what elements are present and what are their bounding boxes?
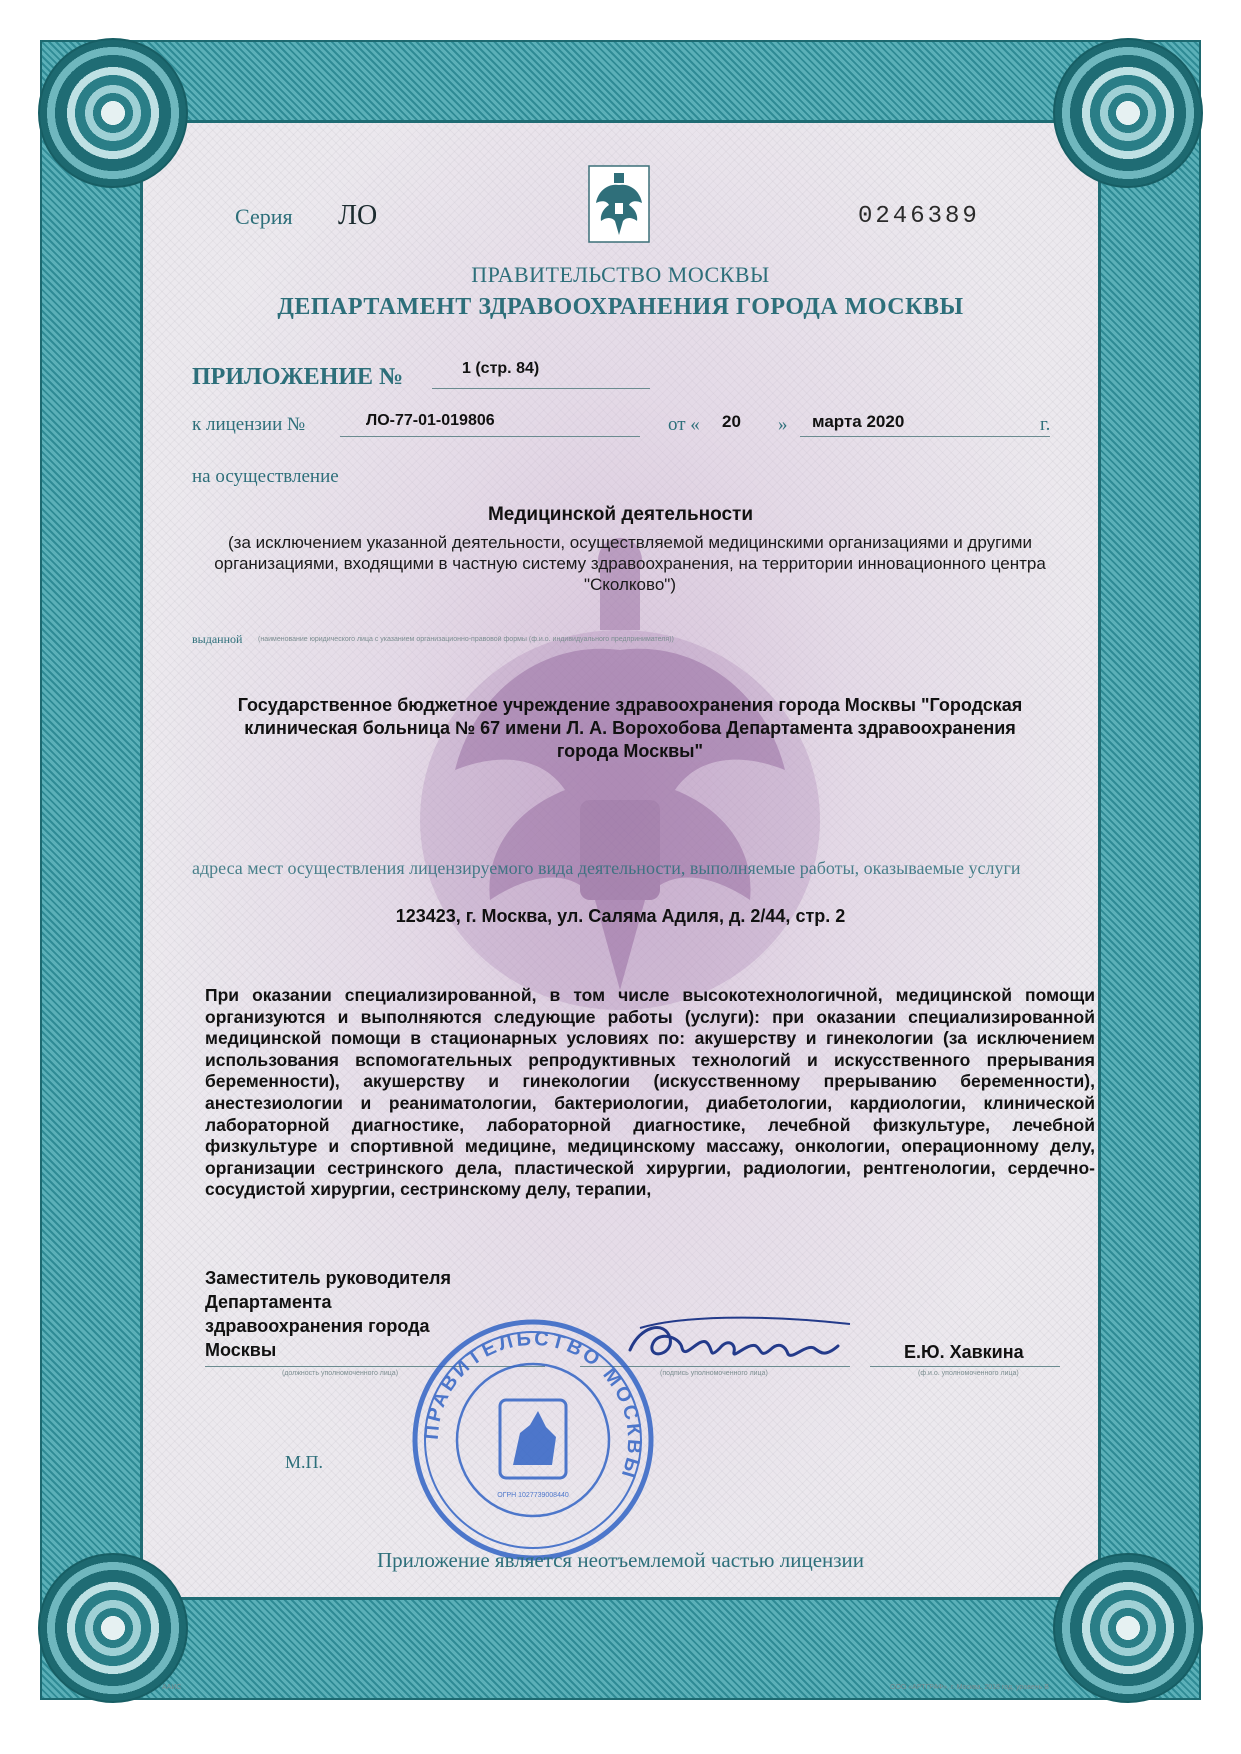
- printer-code-left: ААИС: [162, 1684, 182, 1691]
- corner-rosette-bottom-right: [1053, 1553, 1203, 1703]
- license-number-underline: [340, 436, 640, 437]
- corner-rosette-top-left: [38, 38, 188, 188]
- license-date-year-suffix: г.: [1040, 414, 1051, 435]
- signatory-position-line-3: здравоохранения города: [205, 1316, 430, 1336]
- position-hint: (должность уполномоченного лица): [282, 1370, 399, 1377]
- corner-rosette-bottom-left: [38, 1553, 188, 1703]
- footer-note: Приложение является неотъемлемой частью лицензии: [376, 1548, 865, 1572]
- seal-place-mark: М.П.: [285, 1452, 324, 1472]
- printer-imprint: ООО «АРТГРАФ», г. Москва, 2018 год, уровень В: [890, 1684, 1049, 1691]
- license-date-from: от «: [668, 414, 700, 435]
- license-form-number: 0246389: [858, 203, 980, 230]
- appendix-label: ПРИЛОЖЕНИЕ №: [192, 364, 404, 390]
- name-underline: [870, 1366, 1060, 1367]
- name-hint: (ф.и.о. уполномоченного лица): [918, 1370, 1019, 1377]
- coat-of-arms-icon: [588, 165, 650, 243]
- appendix-underline: [432, 388, 650, 389]
- license-label: к лицензии №: [192, 414, 306, 435]
- corner-rosette-top-right: [1053, 38, 1203, 188]
- official-stamp: [408, 1315, 658, 1565]
- activity-description: (за исключением указанной деятельности, осуществляемой медицинскими организациями и другими организациями, входящими в частную систему здравоохранения, на территории инновационного центра "Сколково"): [214, 533, 1046, 594]
- signatory-position-line-4: Москвы: [205, 1340, 277, 1360]
- organization-name: Государственное бюджетное учреждение здравоохранения города Москвы "Городская клиническая больница № 67 имени Л. А. Ворохобова Департамента здравоохранения города Москвы": [237, 695, 1023, 761]
- appendix-value: 1 (стр. 84): [462, 360, 540, 377]
- stamp-code: ОГРН 1027739008440: [497, 1492, 569, 1499]
- license-date-underline: [800, 436, 1050, 437]
- license-date-day: 20: [722, 412, 741, 431]
- government-title: ПРАВИТЕЛЬСТВО МОСКВЫ: [471, 262, 770, 287]
- signatory-position-line-2: Департамента: [205, 1292, 332, 1312]
- coat-of-arms-watermark: [395, 520, 845, 1040]
- issued-hint: (наименование юридического лица с указанием организационно-правовой формы (ф.и.о. индивидуального предпринимателя)): [258, 636, 674, 643]
- address-value: 123423, г. Москва, ул. Саляма Адиля, д. 2/44, стр. 2: [395, 906, 846, 926]
- series-label: Серия: [235, 204, 293, 229]
- license-number: ЛО-77-01-019806: [366, 412, 495, 429]
- series-value: ЛО: [338, 200, 378, 231]
- activity-label: на осуществление: [192, 466, 339, 487]
- license-date-close-quote: »: [778, 414, 788, 435]
- services-paragraph: При оказании специализированной, в том числе высокотехнологичной, медицинской помощи организуются и выполняются следующие работы (услуги): при оказании специализированной медицинской помощи в стационарных условиях по: акушерству и гинекологии (за исключением использования вспомогательных репродуктивных технологий и искусственного прерывания беременности), акушерству и гинекологии (искусственному прерыванию беременности), анестезиологии и реаниматологии, бактериологии, диабетологии, кардиологии, клинической лабораторной диагностике, лабораторной диагностике, лечебной физкультуре, лечебной физкультуре и спортивной медицине, медицинскому массажу, онкологии, операционному делу, организации сестринского дела, пластической хирургии, радиологии, рентгенологии, сердечно-сосудистой хирургии, сестринскому делу, терапии,: [205, 985, 1095, 1200]
- address-label: адреса мест осуществления лицензируемого вида деятельности, выполняемые работы, оказываемые услуги: [192, 858, 1021, 878]
- department-title: ДЕПАРТАМЕНТ ЗДРАВООХРАНЕНИЯ ГОРОДА МОСКВЫ: [277, 294, 964, 320]
- signature-hint: (подпись уполномоченного лица): [660, 1370, 768, 1377]
- license-date-month-year: марта 2020: [812, 412, 905, 431]
- stamp-ring-text: ПРАВИТЕЛЬСТВО МОСКВЫ: [420, 1327, 646, 1483]
- signatory-name: Е.Ю. Хавкина: [904, 1342, 1024, 1362]
- issued-label: выданной: [192, 632, 243, 646]
- signatory-position-line-1: Заместитель руководителя: [205, 1268, 451, 1288]
- activity-title: Медицинской деятельности: [487, 504, 754, 525]
